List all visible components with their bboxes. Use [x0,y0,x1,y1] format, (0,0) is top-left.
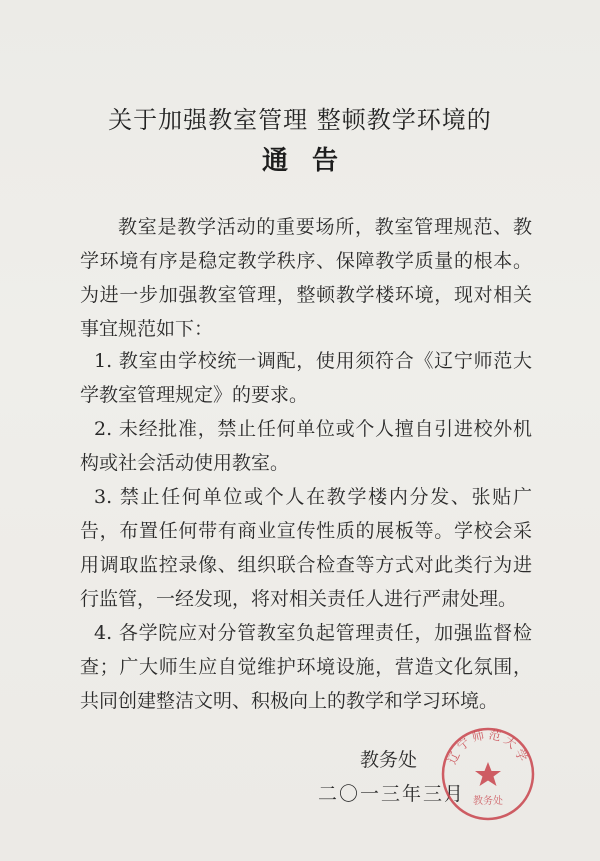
signature-date: 二〇一三年三月 [318,783,466,805]
signature-office: 教务处 [360,749,418,771]
seal-bottom-text: 教务处 [473,796,503,807]
list-item-4: 4. 各学院应对分管教室负起管理责任，加强监督检查；广大师生应自觉维护环境设施，营造文化氛围，共同创建整洁文明、积极向上的教学和学习环境。 [80,622,532,712]
list-item-2: 2. 未经批准，禁止任何单位或个人擅自引进校外机构或社会活动使用教室。 [80,418,532,474]
seal-text: 辽宁师范大学 [444,727,532,767]
document-title: 关于加强教室管理 整顿教学环境的 [108,106,492,134]
svg-text:辽宁师范大学 [445,726,531,766]
intro-paragraph: 教室是教学活动的重要场所，教室管理规范、教学环境有序是稳定教学秩序、保障教学质量的根本。为进一步加强教室管理，整顿教学楼环境，现对相关事宜规范如下： [80,216,532,340]
official-seal-icon [438,724,538,824]
list-item-3: 3. 禁止任何单位或个人在教学楼内分发、张贴广告，布置任何带有商业宣传性质的展板等。学校会采用调取监控录像、组织联合检查等方式对此类行为进行监管，一经发现，将对相关责任人进行严肃处理。 [80,486,532,610]
document-subtitle: 通告 [261,146,362,176]
list-item-1: 1. 教室由学校统一调配，使用须符合《辽宁师范大学教室管理规定》的要求。 [80,350,532,406]
